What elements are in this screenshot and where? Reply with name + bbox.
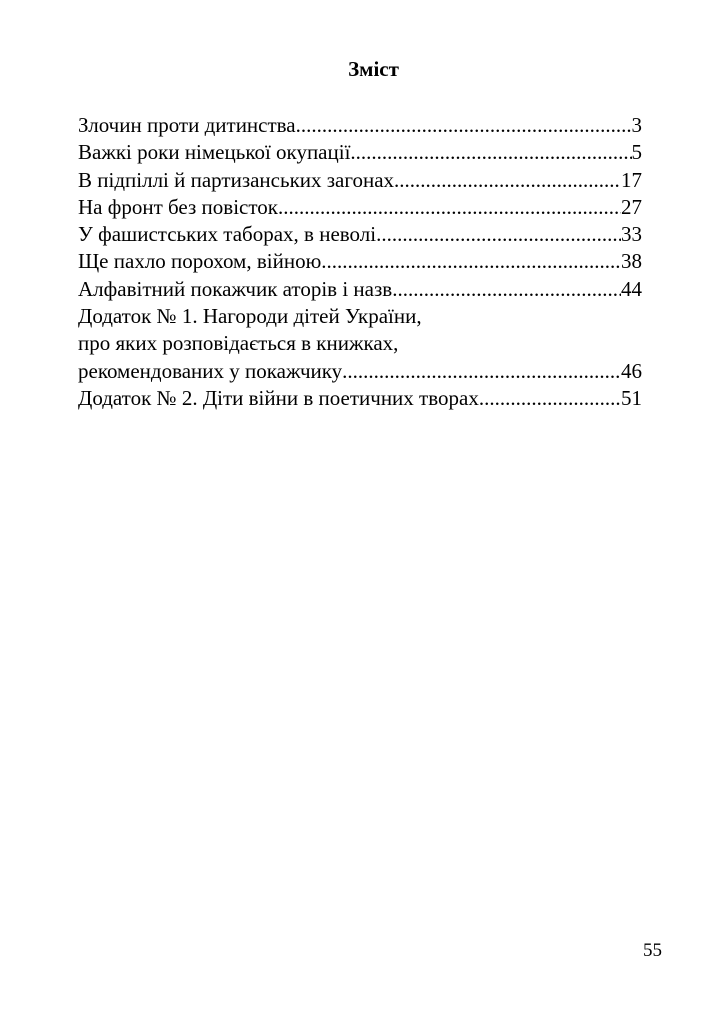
toc-entry-page: 33 xyxy=(621,222,642,247)
toc-entry-4 xyxy=(78,194,642,221)
toc-leader-dots xyxy=(350,139,631,166)
toc-appendix-1-line-2: про яких розповідається в книжках, xyxy=(78,331,399,356)
toc-leader-dots xyxy=(392,276,621,303)
toc-leader-dots xyxy=(394,167,621,194)
toc-appendix-1-line-1: Додаток № 1. Нагороди дітей України, xyxy=(78,304,422,329)
toc-entry-label: На фронт без повісток xyxy=(78,194,278,219)
page-number: 55 xyxy=(643,940,662,961)
toc-entry-page: 17 xyxy=(621,167,642,192)
toc-entry-label: Додаток № 2. Діти війни в поетичних творах xyxy=(78,385,479,410)
toc-entry-7 xyxy=(78,276,642,303)
toc-leader-dots xyxy=(479,385,621,412)
toc-leader-dots xyxy=(342,358,621,385)
toc-entry-page: 38 xyxy=(621,249,642,274)
table-of-contents xyxy=(78,112,642,412)
toc-entry-1 xyxy=(78,112,642,139)
page-title: Зміст xyxy=(348,57,399,81)
toc-entry-page: 3 xyxy=(631,113,642,137)
toc-entry-2 xyxy=(78,139,642,166)
toc-entry-5 xyxy=(78,221,642,248)
toc-entry-page: 51 xyxy=(621,385,642,410)
toc-leader-dots xyxy=(321,248,621,275)
toc-appendix-2 xyxy=(78,385,642,412)
toc-leader-dots xyxy=(296,112,632,139)
toc-entry-label: В підпіллі й партизанських загонах xyxy=(78,167,395,192)
toc-entry-page: 27 xyxy=(621,194,642,219)
toc-leader-dots xyxy=(278,194,621,221)
toc-entry-label: Алфавітний покажчик аторів і назв xyxy=(78,276,393,301)
toc-entry-label: рекомендованих у покажчику xyxy=(78,358,343,383)
toc-entry-label: У фашистських таборах, в неволі xyxy=(78,222,377,247)
toc-entry-page: 5 xyxy=(631,140,642,165)
toc-entry-label: Важкі роки німецької окупації xyxy=(78,140,351,165)
toc-entry-3 xyxy=(78,167,642,194)
toc-leader-dots xyxy=(376,221,621,248)
toc-entry-page: 46 xyxy=(621,358,642,383)
toc-entry-page: 44 xyxy=(621,276,642,301)
toc-entry-label: Ще пахло порохом, війною xyxy=(78,249,322,274)
toc-entry-label: Злочин проти дитинства xyxy=(78,113,296,137)
toc-entry-6 xyxy=(78,248,642,275)
toc-appendix-1-line-3 xyxy=(78,358,642,385)
